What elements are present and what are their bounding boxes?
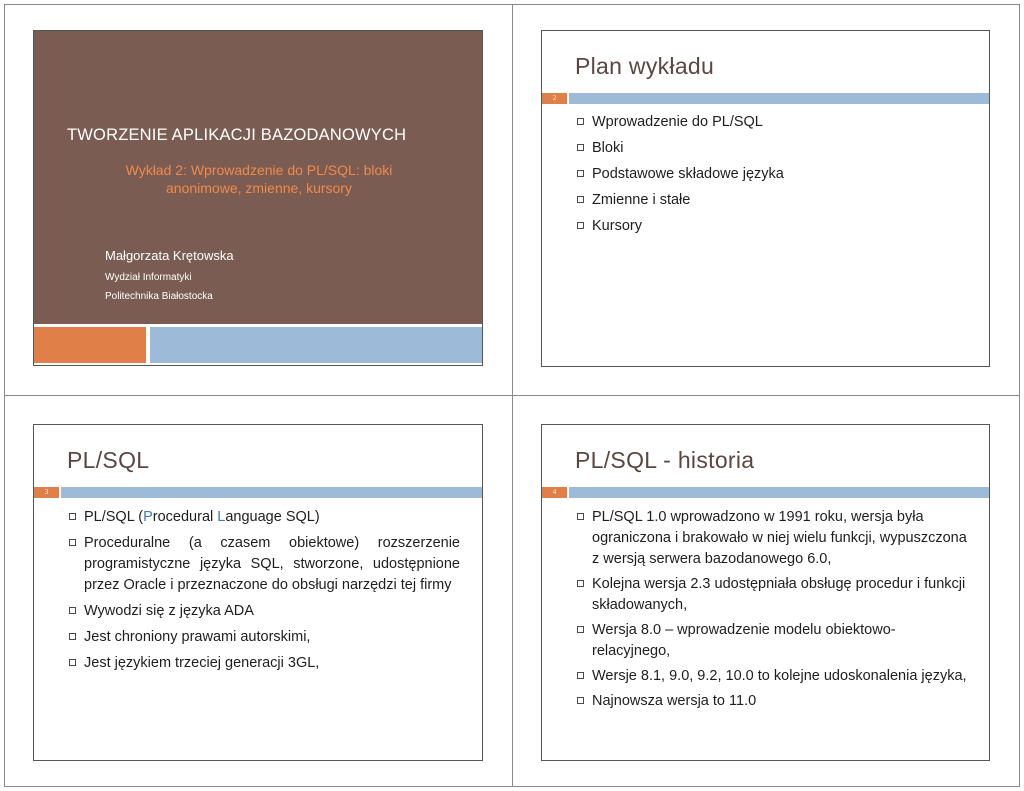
list-item-text: Bloki bbox=[592, 140, 624, 156]
list-item bbox=[577, 216, 977, 237]
highlight-letter-l: L bbox=[217, 509, 226, 525]
slide-title: PL/SQL - historia bbox=[575, 447, 755, 473]
list-item-text: Jest chroniony prawami autorskimi, bbox=[84, 629, 311, 645]
highlight-letter-p: P bbox=[143, 509, 153, 525]
faculty-name: Wydział Informatyki bbox=[105, 272, 192, 283]
course-title: TWORZENIE APLIKACJI BAZODANOWYCH bbox=[67, 126, 407, 144]
slide-1-title bbox=[33, 30, 483, 366]
text-part: anguage SQL) bbox=[225, 509, 320, 525]
list-item bbox=[69, 533, 460, 596]
bullet-square-icon bbox=[69, 539, 76, 546]
bullet-square-icon bbox=[577, 170, 584, 177]
lecture-subtitle-line-2: anonimowe, zmienne, kursory bbox=[166, 180, 352, 196]
list-item-text: Najnowsza wersja to 11.0 bbox=[592, 693, 757, 709]
list-item bbox=[69, 653, 460, 674]
list-item bbox=[577, 620, 967, 662]
bullet-square-icon bbox=[577, 222, 584, 229]
university-name: Politechnika Białostocka bbox=[105, 291, 213, 302]
list-item-text bbox=[84, 509, 320, 525]
bullet-square-icon bbox=[577, 672, 584, 679]
slide-3 bbox=[33, 424, 483, 761]
header-bar bbox=[61, 487, 482, 498]
lecture-subtitle bbox=[84, 161, 434, 197]
bullet-square-icon bbox=[577, 697, 584, 704]
slide-title: Plan wykładu bbox=[575, 53, 715, 79]
list-item-text: Wywodzi się z języka ADA bbox=[84, 603, 254, 619]
list-item bbox=[69, 601, 460, 622]
bullet-square-icon bbox=[577, 196, 584, 203]
list-item bbox=[577, 112, 977, 133]
bullet-square-icon bbox=[69, 607, 76, 614]
slide-2 bbox=[541, 30, 990, 367]
bullet-list bbox=[577, 112, 977, 237]
slide-number: 2 bbox=[542, 93, 567, 104]
bullet-square-icon bbox=[577, 118, 584, 125]
bullet-square-icon bbox=[69, 633, 76, 640]
list-item-text: Kursory bbox=[592, 218, 642, 234]
author-name: Małgorzata Krętowska bbox=[105, 248, 234, 263]
list-item bbox=[577, 507, 967, 570]
list-item-text: Wprowadzenie do PL/SQL bbox=[592, 114, 763, 130]
bullet-square-icon bbox=[577, 144, 584, 151]
bullet-square-icon bbox=[577, 513, 584, 520]
list-item-text: PL/SQL 1.0 wprowadzono w 1991 roku, wersja była ograniczona i brakowało w niej wielu funkcji, wypuszczona z wersją serwera bazodanowego 6.0, bbox=[592, 509, 967, 567]
slide-number: 3 bbox=[34, 487, 59, 498]
list-item-text: Jest językiem trzeciej generacji 3GL, bbox=[84, 655, 320, 671]
header-bar bbox=[569, 487, 989, 498]
list-item bbox=[577, 691, 967, 712]
bullet-square-icon bbox=[577, 580, 584, 587]
text-part: rocedural bbox=[152, 509, 218, 525]
list-item-text: Kolejna wersja 2.3 udostępniała obsługę procedur i funkcji składowanych, bbox=[592, 576, 966, 613]
list-item-text: Wersje 8.1, 9.0, 9.2, 10.0 to kolejne udoskonalenia języka, bbox=[592, 668, 967, 684]
list-item-text: Zmienne i stałe bbox=[592, 192, 691, 208]
lecture-subtitle-line-1: Wykład 2: Wprowadzenie do PL/SQL: bloki bbox=[125, 162, 393, 178]
list-item bbox=[69, 507, 460, 528]
list-item bbox=[577, 138, 977, 159]
orange-accent-block bbox=[34, 327, 146, 363]
slide-4 bbox=[541, 424, 990, 761]
bullet-list bbox=[69, 507, 460, 674]
list-item-text: Wersja 8.0 – wprowadzenie modelu obiektowo-relacyjnego, bbox=[592, 622, 896, 659]
bullet-square-icon bbox=[69, 513, 76, 520]
list-item-text: Proceduralne (a czasem obiektowe) rozszerzenie programistyczne języka SQL, stworzone, udostępnione przez Oracle i przeznaczone do obsługi narzędzi tej firmy bbox=[84, 535, 460, 593]
list-item bbox=[69, 627, 460, 648]
list-item bbox=[577, 164, 977, 185]
slide-number: 4 bbox=[542, 487, 567, 498]
bullet-list bbox=[577, 507, 967, 712]
bullet-square-icon bbox=[69, 659, 76, 666]
blue-accent-block bbox=[150, 327, 482, 363]
list-item-text: Podstawowe składowe języka bbox=[592, 166, 784, 182]
list-item bbox=[577, 666, 967, 687]
bullet-square-icon bbox=[577, 626, 584, 633]
header-bar bbox=[569, 93, 989, 104]
list-item bbox=[577, 574, 967, 616]
slide-title: PL/SQL bbox=[67, 447, 150, 473]
text-part: PL/SQL ( bbox=[84, 509, 144, 525]
list-item bbox=[577, 190, 977, 211]
